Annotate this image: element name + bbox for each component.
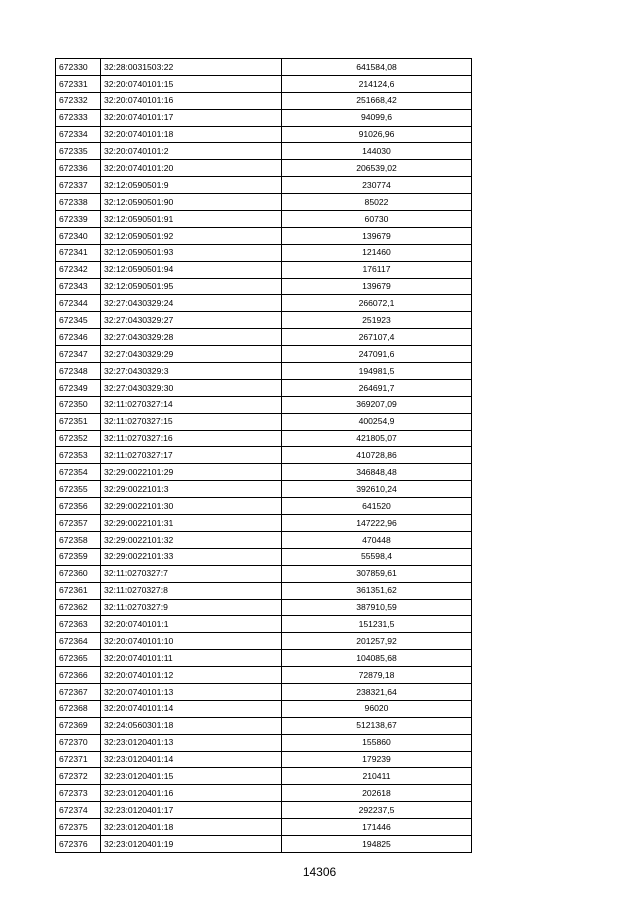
cadastral-number-cell: 32:20:0740101:11 — [101, 650, 282, 667]
table-row — [56, 819, 472, 836]
row-number-cell: 672340 — [56, 227, 101, 244]
cadastral-value-cell: 206539,02 — [282, 160, 472, 177]
cadastral-number-cell: 32:12:0590501:9 — [101, 177, 282, 194]
table-row — [56, 329, 472, 346]
table-row — [56, 835, 472, 852]
row-number-cell: 672339 — [56, 211, 101, 228]
row-number-cell: 672346 — [56, 329, 101, 346]
cadastral-value-cell: 104085,68 — [282, 650, 472, 667]
cadastral-number-cell: 32:11:0270327:9 — [101, 599, 282, 616]
cadastral-number-cell: 32:20:0740101:16 — [101, 92, 282, 109]
table-row — [56, 751, 472, 768]
row-number-cell: 672349 — [56, 379, 101, 396]
row-number-cell: 672330 — [56, 59, 101, 76]
cadastral-number-cell: 32:27:0430329:30 — [101, 379, 282, 396]
cadastral-value-cell: 91026,96 — [282, 126, 472, 143]
cadastral-number-cell: 32:12:0590501:90 — [101, 194, 282, 211]
cadastral-value-cell: 147222,96 — [282, 515, 472, 532]
row-number-cell: 672374 — [56, 802, 101, 819]
cadastral-number-cell: 32:11:0270327:14 — [101, 396, 282, 413]
cadastral-value-cell: 194825 — [282, 835, 472, 852]
table-row — [56, 278, 472, 295]
row-number-cell: 672359 — [56, 548, 101, 565]
cadastral-number-cell: 32:29:0022101:32 — [101, 531, 282, 548]
table-row — [56, 346, 472, 363]
row-number-cell: 672338 — [56, 194, 101, 211]
row-number-cell: 672337 — [56, 177, 101, 194]
table-row — [56, 211, 472, 228]
cadastral-value-cell: 94099,6 — [282, 109, 472, 126]
cadastral-number-cell: 32:12:0590501:93 — [101, 244, 282, 261]
table-row — [56, 92, 472, 109]
table-row — [56, 160, 472, 177]
cadastral-value-cell: 387910,59 — [282, 599, 472, 616]
table-row — [56, 548, 472, 565]
row-number-cell: 672353 — [56, 447, 101, 464]
cadastral-number-cell: 32:27:0430329:24 — [101, 295, 282, 312]
cadastral-number-cell: 32:12:0590501:91 — [101, 211, 282, 228]
row-number-cell: 672358 — [56, 531, 101, 548]
row-number-cell: 672369 — [56, 717, 101, 734]
row-number-cell: 672360 — [56, 565, 101, 582]
table-row — [56, 481, 472, 498]
row-number-cell: 672361 — [56, 582, 101, 599]
table-row — [56, 430, 472, 447]
cadastral-number-cell: 32:29:0022101:29 — [101, 464, 282, 481]
row-number-cell: 672365 — [56, 650, 101, 667]
cadastral-value-cell: 151231,5 — [282, 616, 472, 633]
cadastral-number-cell: 32:28:0031503:22 — [101, 59, 282, 76]
table-row — [56, 379, 472, 396]
table-row — [56, 582, 472, 599]
page-number: 14306 — [302, 865, 337, 879]
cadastral-number-cell: 32:27:0430329:29 — [101, 346, 282, 363]
row-number-cell: 672364 — [56, 633, 101, 650]
cadastral-number-cell: 32:27:0430329:28 — [101, 329, 282, 346]
table-row — [56, 700, 472, 717]
cadastral-value-cell: 264691,7 — [282, 379, 472, 396]
table-row — [56, 59, 472, 76]
row-number-cell: 672357 — [56, 515, 101, 532]
cadastral-number-cell: 32:11:0270327:15 — [101, 413, 282, 430]
cadastral-number-cell: 32:23:0120401:19 — [101, 835, 282, 852]
row-number-cell: 672333 — [56, 109, 101, 126]
table-row — [56, 464, 472, 481]
row-number-cell: 672351 — [56, 413, 101, 430]
table-row — [56, 785, 472, 802]
cadastral-value-cell: 421805,07 — [282, 430, 472, 447]
table-row — [56, 194, 472, 211]
cadastral-value-cell: 179239 — [282, 751, 472, 768]
cadastral-number-cell: 32:20:0740101:10 — [101, 633, 282, 650]
row-number-cell: 672368 — [56, 700, 101, 717]
cadastral-value-cell: 60730 — [282, 211, 472, 228]
cadastral-value-cell: 214124,6 — [282, 75, 472, 92]
cadastral-value-cell: 307859,61 — [282, 565, 472, 582]
table-row — [56, 650, 472, 667]
cadastral-number-cell: 32:23:0120401:14 — [101, 751, 282, 768]
cadastral-value-cell: 121460 — [282, 244, 472, 261]
cadastral-value-cell: 139679 — [282, 227, 472, 244]
cadastral-number-cell: 32:29:0022101:31 — [101, 515, 282, 532]
cadastral-number-cell: 32:29:0022101:30 — [101, 498, 282, 515]
row-number-cell: 672344 — [56, 295, 101, 312]
table-row — [56, 717, 472, 734]
cadastral-value-cell: 210411 — [282, 768, 472, 785]
row-number-cell: 672331 — [56, 75, 101, 92]
row-number-cell: 672343 — [56, 278, 101, 295]
row-number-cell: 672345 — [56, 312, 101, 329]
row-number-cell: 672370 — [56, 734, 101, 751]
row-number-cell: 672366 — [56, 667, 101, 684]
table-row — [56, 227, 472, 244]
row-number-cell: 672375 — [56, 819, 101, 836]
table-row — [56, 515, 472, 532]
table-row — [56, 599, 472, 616]
row-number-cell: 672342 — [56, 261, 101, 278]
row-number-cell: 672335 — [56, 143, 101, 160]
cadastral-value-cell: 171446 — [282, 819, 472, 836]
table-row — [56, 565, 472, 582]
row-number-cell: 672334 — [56, 126, 101, 143]
row-number-cell: 672355 — [56, 481, 101, 498]
cadastral-number-cell: 32:20:0740101:20 — [101, 160, 282, 177]
cadastral-number-cell: 32:27:0430329:27 — [101, 312, 282, 329]
cadastral-number-cell: 32:20:0740101:12 — [101, 667, 282, 684]
table-row — [56, 244, 472, 261]
table-row — [56, 143, 472, 160]
cadastral-number-cell: 32:20:0740101:17 — [101, 109, 282, 126]
table-row — [56, 531, 472, 548]
table-row — [56, 312, 472, 329]
cadastral-number-cell: 32:11:0270327:17 — [101, 447, 282, 464]
row-number-cell: 672336 — [56, 160, 101, 177]
cadastral-number-cell: 32:23:0120401:15 — [101, 768, 282, 785]
cadastral-number-cell: 32:23:0120401:16 — [101, 785, 282, 802]
cadastral-value-cell: 410728,86 — [282, 447, 472, 464]
cadastral-value-cell: 238321,64 — [282, 683, 472, 700]
table-row — [56, 667, 472, 684]
table-row — [56, 109, 472, 126]
cadastral-value-cell: 72879,18 — [282, 667, 472, 684]
cadastral-value-cell: 96020 — [282, 700, 472, 717]
cadastral-value-cell: 400254,9 — [282, 413, 472, 430]
cadastral-number-cell: 32:23:0120401:18 — [101, 819, 282, 836]
cadastral-number-cell: 32:29:0022101:3 — [101, 481, 282, 498]
table-row — [56, 802, 472, 819]
table-row — [56, 447, 472, 464]
cadastral-number-cell: 32:12:0590501:94 — [101, 261, 282, 278]
row-number-cell: 672354 — [56, 464, 101, 481]
table-row — [56, 75, 472, 92]
cadastral-number-cell: 32:11:0270327:7 — [101, 565, 282, 582]
cadastral-number-cell: 32:20:0740101:1 — [101, 616, 282, 633]
table-row — [56, 363, 472, 380]
cadastral-value-cell: 194981,5 — [282, 363, 472, 380]
cadastral-number-cell: 32:12:0590501:92 — [101, 227, 282, 244]
row-number-cell: 672356 — [56, 498, 101, 515]
row-number-cell: 672376 — [56, 835, 101, 852]
cadastral-value-cell: 266072,1 — [282, 295, 472, 312]
cadastral-number-cell: 32:20:0740101:2 — [101, 143, 282, 160]
cadastral-number-cell: 32:23:0120401:17 — [101, 802, 282, 819]
cadastral-number-cell: 32:24:0560301:18 — [101, 717, 282, 734]
row-number-cell: 672348 — [56, 363, 101, 380]
cadastral-value-cell: 361351,62 — [282, 582, 472, 599]
row-number-cell: 672350 — [56, 396, 101, 413]
cadastral-value-cell: 251923 — [282, 312, 472, 329]
cadastral-number-cell: 32:12:0590501:95 — [101, 278, 282, 295]
row-number-cell: 672367 — [56, 683, 101, 700]
row-number-cell: 672341 — [56, 244, 101, 261]
cadastral-value-cell: 292237,5 — [282, 802, 472, 819]
row-number-cell: 672372 — [56, 768, 101, 785]
cadastral-number-cell: 32:20:0740101:13 — [101, 683, 282, 700]
cadastral-value-table — [55, 58, 472, 853]
table-row — [56, 633, 472, 650]
cadastral-value-cell: 176117 — [282, 261, 472, 278]
cadastral-value-cell: 202618 — [282, 785, 472, 802]
row-number-cell: 672373 — [56, 785, 101, 802]
cadastral-value-cell: 470448 — [282, 531, 472, 548]
cadastral-value-cell: 641584,08 — [282, 59, 472, 76]
table-body — [56, 59, 472, 853]
cadastral-number-cell: 32:11:0270327:16 — [101, 430, 282, 447]
row-number-cell: 672371 — [56, 751, 101, 768]
table-row — [56, 413, 472, 430]
cadastral-number-cell: 32:11:0270327:8 — [101, 582, 282, 599]
row-number-cell: 672332 — [56, 92, 101, 109]
cadastral-number-cell: 32:27:0430329:3 — [101, 363, 282, 380]
cadastral-value-cell: 85022 — [282, 194, 472, 211]
cadastral-value-cell: 201257,92 — [282, 633, 472, 650]
table-row — [56, 734, 472, 751]
cadastral-value-cell: 346848,48 — [282, 464, 472, 481]
cadastral-value-cell: 230774 — [282, 177, 472, 194]
table-row — [56, 683, 472, 700]
table-row — [56, 261, 472, 278]
table-row — [56, 768, 472, 785]
table-row — [56, 396, 472, 413]
cadastral-value-cell: 251668,42 — [282, 92, 472, 109]
cadastral-value-cell: 392610,24 — [282, 481, 472, 498]
table-row — [56, 295, 472, 312]
cadastral-value-cell: 641520 — [282, 498, 472, 515]
cadastral-number-cell: 32:20:0740101:18 — [101, 126, 282, 143]
row-number-cell: 672362 — [56, 599, 101, 616]
cadastral-value-cell: 55598,4 — [282, 548, 472, 565]
table-row — [56, 616, 472, 633]
cadastral-number-cell: 32:23:0120401:13 — [101, 734, 282, 751]
table-row — [56, 126, 472, 143]
table-row — [56, 177, 472, 194]
cadastral-number-cell: 32:29:0022101:33 — [101, 548, 282, 565]
row-number-cell: 672347 — [56, 346, 101, 363]
cadastral-value-cell: 155860 — [282, 734, 472, 751]
cadastral-value-cell: 139679 — [282, 278, 472, 295]
cadastral-value-cell: 144030 — [282, 143, 472, 160]
cadastral-value-cell: 512138,67 — [282, 717, 472, 734]
cadastral-value-cell: 247091,6 — [282, 346, 472, 363]
row-number-cell: 672352 — [56, 430, 101, 447]
cadastral-number-cell: 32:20:0740101:15 — [101, 75, 282, 92]
row-number-cell: 672363 — [56, 616, 101, 633]
cadastral-value-cell: 369207,09 — [282, 396, 472, 413]
cadastral-number-cell: 32:20:0740101:14 — [101, 700, 282, 717]
table-row — [56, 498, 472, 515]
cadastral-value-cell: 267107,4 — [282, 329, 472, 346]
